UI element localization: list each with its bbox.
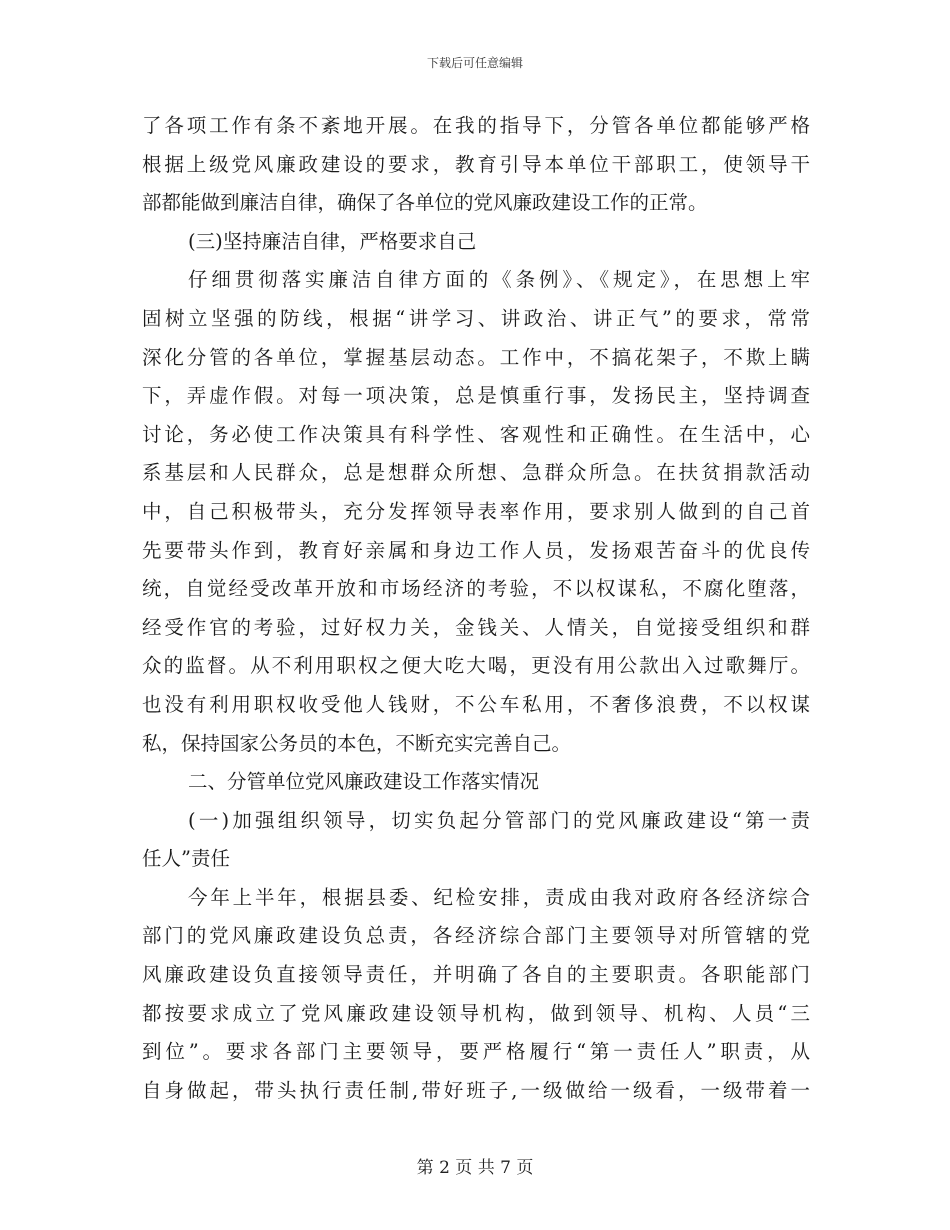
body-line-13: 统，自觉经受改革开放和市场经济的考验，不以权谋私，不腐化堕落， [142, 577, 810, 601]
body-line-8: 下，弄虚作假。对每一项决策，总是慎重行事，发扬民主，坚持调查 [142, 384, 810, 408]
section-heading-3: (三)坚持廉洁自律，严格要求自己 [188, 229, 477, 253]
body-line-10: 系基层和人民群众，总是想群众所想、急群众所急。在扶贫捐款活动 [142, 461, 810, 485]
body-line-15: 众的监督。从不利用职权之便大吃大喝，更没有用公款出入过歌舞厅。 [142, 654, 810, 678]
body-line-3: 部都能做到廉洁自律，确保了各单位的党风廉政建设工作的正常。 [142, 191, 708, 215]
body-line-7: 深化分管的各单位，掌握基层动态。工作中，不搞花架子，不欺上瞒 [142, 345, 810, 369]
page-number: 第 2 页 共 7 页 [416, 1158, 534, 1178]
subsection-heading-1-cont: 任人”责任 [142, 847, 230, 871]
body-line-25: 到位”。要求各部门主要领导，要严格履行“第一责任人”职责，从 [142, 1040, 810, 1064]
body-line-2: 根据上级党风廉政建设的要求，教育引导本单位干部职工，使领导干 [142, 152, 810, 176]
subsection-heading-1: (一)加强组织领导，切实负起分管部门的党风廉政建设“第一责 [188, 808, 810, 832]
body-line-11: 中，自己积极带头，充分发挥领导表率作用，要求别人做到的自己首 [142, 499, 810, 523]
body-line-14: 经受作官的考验，过好权力关，金钱关、人情关，自觉接受组织和群 [142, 615, 810, 639]
body-line-21: 今年上半年，根据县委、纪检安排，责成由我对政府各经济综合 [188, 885, 810, 909]
page-header-note: 下载后可任意编辑 [426, 56, 523, 70]
body-line-22: 部门的党风廉政建设负总责，各经济综合部门主要领导对所管辖的党 [142, 924, 810, 948]
section-heading-2: 二、分管单位党风廉政建设工作落实情况 [188, 770, 540, 794]
body-line-24: 都按要求成立了党风廉政建设领导机构，做到领导、机构、人员“三 [142, 1001, 810, 1025]
body-line-6: 固树立坚强的防线，根据“讲学习、讲政治、讲正气”的要求，常常 [142, 306, 810, 330]
body-line-26: 自身做起，带头执行责任制,带好班子,一级做给一级看，一级带着一 [142, 1078, 810, 1102]
body-line-12: 先要带头作到，教育好亲属和身边工作人员，发扬艰苦奋斗的优良传 [142, 538, 810, 562]
document-body [142, 107, 810, 1110]
body-line-16: 也没有利用职权收受他人钱财，不公车私用，不奢侈浪费，不以权谋 [142, 692, 810, 716]
body-line-17: 私，保持国家公务员的本色，不断充实完善自己。 [142, 731, 572, 755]
body-line-1: 了各项工作有条不紊地开展。在我的指导下，分管各单位都能够严格 [142, 114, 810, 137]
body-line-23: 风廉政建设负直接领导责任，并明确了各自的主要职责。各职能部门 [142, 963, 810, 987]
body-line-9: 讨论，务必使工作决策具有科学性、客观性和正确性。在生活中，心 [142, 422, 810, 446]
body-line-5: 仔细贯彻落实廉洁自律方面的《条例》、《规定》，在思想上牢 [188, 268, 810, 292]
